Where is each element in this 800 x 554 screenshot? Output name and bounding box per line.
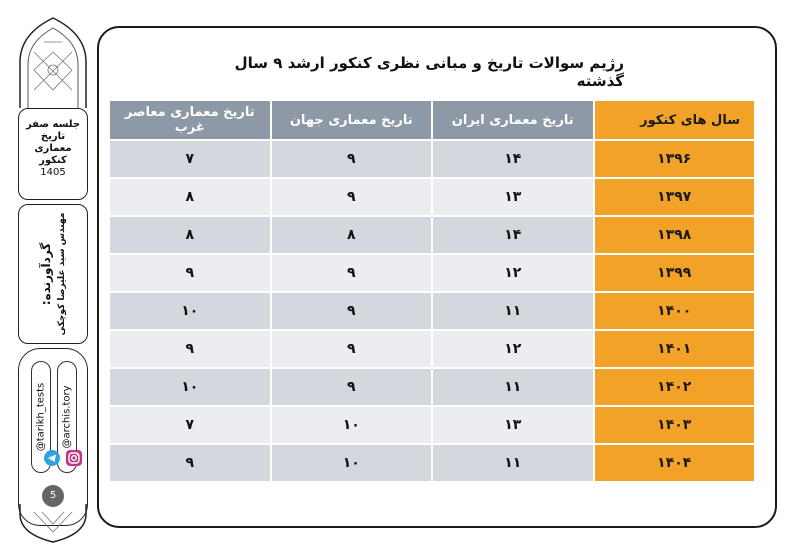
cell-year: ۱۴۰۲ (595, 369, 755, 405)
social-icons (44, 450, 92, 466)
page-title: رژیم سوالات تاریخ و مبانی نظری کنکور ارشد ۹ سال گذشته (234, 54, 624, 90)
cell-world: ۱۰ (272, 445, 432, 481)
cell-iran: ۱۴ (433, 217, 593, 253)
page-number: 5 (42, 485, 64, 507)
lesson-line: کنکور (39, 155, 67, 166)
lesson-info-box (18, 108, 88, 200)
cell-world: ۱۰ (272, 407, 432, 443)
compiler-label: گردآورنده: (39, 242, 53, 306)
sidebar (14, 12, 92, 540)
arch-ornament-icon (14, 12, 92, 112)
cell-iran: ۱۴ (433, 141, 593, 177)
cell-year: ۱۳۹۹ (595, 255, 755, 291)
cell-contemporary: ۸ (110, 179, 270, 215)
cell-iran: ۱۱ (433, 369, 593, 405)
table-header-row (110, 101, 754, 139)
cell-iran: ۱۲ (433, 331, 593, 367)
cell-contemporary: ۸ (110, 217, 270, 253)
cell-year: ۱۴۰۴ (595, 445, 755, 481)
cell-year: ۱۴۰۱ (595, 331, 755, 367)
exam-questions-table (108, 99, 756, 483)
lesson-line: تاریخ (40, 131, 66, 142)
cell-contemporary: ۹ (110, 255, 270, 291)
cell-iran: ۱۱ (433, 293, 593, 329)
cell-world: ۹ (272, 141, 432, 177)
cell-contemporary: ۹ (110, 331, 270, 367)
header-world: تاریخ معماری جهان (272, 101, 432, 139)
cell-year: ۱۴۰۳ (595, 407, 755, 443)
cell-world: ۹ (272, 369, 432, 405)
table-row (110, 255, 754, 291)
table-row (110, 217, 754, 253)
cell-world: ۹ (272, 179, 432, 215)
cell-iran: ۱۱ (433, 445, 593, 481)
cell-contemporary: ۹ (110, 445, 270, 481)
instagram-icon[interactable] (66, 450, 82, 466)
cell-year: ۱۳۹۶ (595, 141, 755, 177)
lesson-line: جلسه صفر (25, 119, 81, 130)
cell-iran: ۱۳ (433, 179, 593, 215)
cell-world: ۹ (272, 255, 432, 291)
cell-year: ۱۴۰۰ (595, 293, 755, 329)
compiler-name: مهندس سید علیرضا کوچکی (57, 212, 67, 336)
table-row (110, 331, 754, 367)
cell-contemporary: ۷ (110, 407, 270, 443)
telegram-icon[interactable] (44, 450, 60, 466)
table-row (110, 369, 754, 405)
cell-contemporary: ۱۰ (110, 293, 270, 329)
cell-world: ۹ (272, 293, 432, 329)
cell-year: ۱۳۹۷ (595, 179, 755, 215)
bottom-ornament-icon (14, 504, 92, 544)
handle-text: @tarikh_tests (35, 382, 47, 452)
cell-world: ۹ (272, 331, 432, 367)
cell-contemporary: ۷ (110, 141, 270, 177)
table-row (110, 445, 754, 481)
table-row (110, 407, 754, 443)
header-iran: تاریخ معماری ایران (433, 101, 593, 139)
handle-text: @archis.tory (61, 385, 73, 449)
lesson-year: 1405 (40, 167, 66, 178)
table-row (110, 293, 754, 329)
header-contemporary: تاریخ معماری معاصر غرب (110, 101, 270, 139)
cell-world: ۸ (272, 217, 432, 253)
lesson-line: معماری (34, 143, 72, 154)
header-years: سال های کنکور (595, 101, 755, 139)
cell-year: ۱۳۹۸ (595, 217, 755, 253)
table-row (110, 141, 754, 177)
compiler-text (39, 213, 67, 336)
cell-contemporary: ۱۰ (110, 369, 270, 405)
compiler-box (18, 204, 88, 344)
cell-iran: ۱۳ (433, 407, 593, 443)
table-row (110, 179, 754, 215)
cell-iran: ۱۲ (433, 255, 593, 291)
